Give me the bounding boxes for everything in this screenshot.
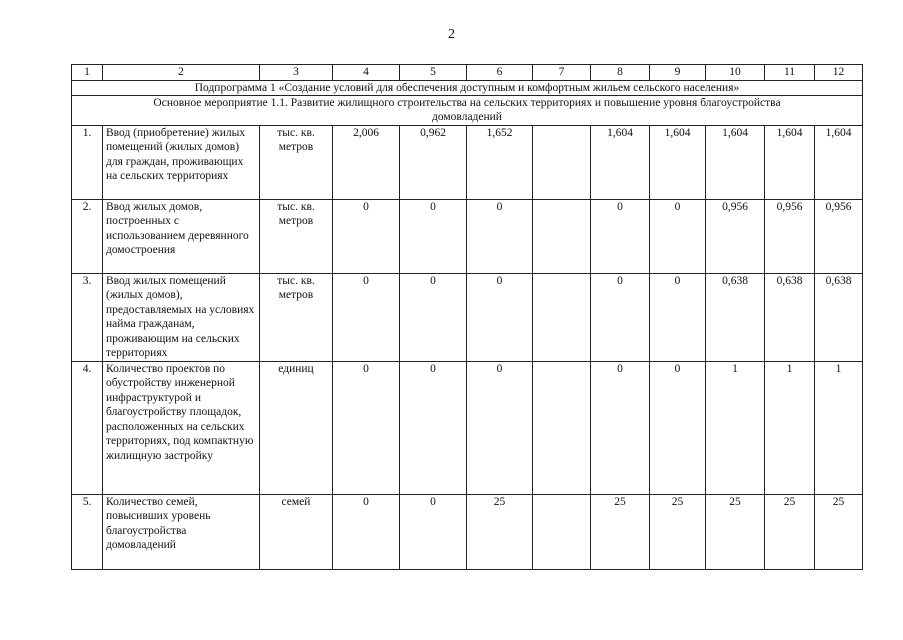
column-header: 6 [467, 65, 533, 81]
indicator-name: Количество проектов по обустройству инженерной инфраструктурой и благоустройству площадок, расположенных на сельских территориях, под компактную жилищную застройку [103, 361, 260, 494]
column-header: 7 [533, 65, 591, 81]
value-cell: 1,604 [765, 125, 815, 199]
main-activity-row [72, 95, 863, 125]
value-cell: 0,956 [706, 199, 765, 273]
value-cell: 0 [400, 199, 467, 273]
indicators-table [71, 64, 863, 570]
value-cell: 25 [650, 494, 706, 569]
unit-cell: тыс. кв. метров [260, 125, 333, 199]
value-cell: 0 [591, 273, 650, 361]
row-number: 2. [72, 199, 103, 273]
unit-cell: семей [260, 494, 333, 569]
value-cell: 0,638 [815, 273, 863, 361]
value-cell: 0 [333, 361, 400, 494]
value-cell: 1 [706, 361, 765, 494]
value-cell: 25 [706, 494, 765, 569]
column-header: 5 [400, 65, 467, 81]
row-number: 5. [72, 494, 103, 569]
indicator-name: Ввод жилых домов, построенных с использованием деревянного домостроения [103, 199, 260, 273]
value-cell: 0,962 [400, 125, 467, 199]
value-cell: 0 [333, 494, 400, 569]
column-header: 8 [591, 65, 650, 81]
value-cell: 0 [467, 361, 533, 494]
value-cell: 0 [333, 273, 400, 361]
table-row [72, 199, 863, 273]
table-row [72, 125, 863, 199]
table-row [72, 494, 863, 569]
value-cell: 0,638 [706, 273, 765, 361]
unit-cell: единиц [260, 361, 333, 494]
value-cell: 0,638 [765, 273, 815, 361]
column-header: 9 [650, 65, 706, 81]
value-cell: 0 [467, 273, 533, 361]
value-cell: 0 [400, 273, 467, 361]
table-row [72, 273, 863, 361]
indicator-name: Ввод жилых помещений (жилых домов), предоставляемых на условиях найма гражданам, проживающим на сельских территориях [103, 273, 260, 361]
value-cell [533, 125, 591, 199]
value-cell: 25 [591, 494, 650, 569]
column-header: 1 [72, 65, 103, 81]
value-cell: 0 [400, 361, 467, 494]
subprogram-title: Подпрограмма 1 «Создание условий для обеспечения доступным и комфортным жильем сельского населения» [72, 80, 863, 95]
column-header: 12 [815, 65, 863, 81]
row-number: 3. [72, 273, 103, 361]
table-row [72, 361, 863, 494]
value-cell: 1 [765, 361, 815, 494]
value-cell: 0 [650, 199, 706, 273]
column-header: 4 [333, 65, 400, 81]
value-cell: 1,604 [591, 125, 650, 199]
subprogram-row [72, 80, 863, 95]
value-cell: 1,604 [815, 125, 863, 199]
unit-cell: тыс. кв. метров [260, 199, 333, 273]
unit-cell: тыс. кв. метров [260, 273, 333, 361]
column-header: 10 [706, 65, 765, 81]
value-cell: 2,006 [333, 125, 400, 199]
row-number: 1. [72, 125, 103, 199]
indicator-name: Количество семей, повысивших уровень благоустройства домовладений [103, 494, 260, 569]
value-cell [533, 199, 591, 273]
value-cell: 0 [650, 361, 706, 494]
value-cell [533, 361, 591, 494]
main-activity-title: Основное мероприятие 1.1. Развитие жилищного строительства на сельских территориях и повышение уровня благоустройства домовладений [72, 95, 863, 125]
value-cell: 0 [650, 273, 706, 361]
column-header: 11 [765, 65, 815, 81]
value-cell [533, 273, 591, 361]
value-cell: 0,956 [765, 199, 815, 273]
value-cell [533, 494, 591, 569]
value-cell: 0 [467, 199, 533, 273]
value-cell: 25 [815, 494, 863, 569]
page-number: 2 [448, 27, 455, 42]
value-cell: 1 [815, 361, 863, 494]
value-cell: 0 [400, 494, 467, 569]
value-cell: 1,652 [467, 125, 533, 199]
row-number: 4. [72, 361, 103, 494]
column-header: 3 [260, 65, 333, 81]
value-cell: 25 [467, 494, 533, 569]
value-cell: 0,956 [815, 199, 863, 273]
indicator-name: Ввод (приобретение) жилых помещений (жилых домов) для граждан, проживающих на сельских территориях [103, 125, 260, 199]
value-cell: 0 [591, 199, 650, 273]
value-cell: 25 [765, 494, 815, 569]
value-cell: 1,604 [706, 125, 765, 199]
column-header: 2 [103, 65, 260, 81]
header-row [72, 65, 863, 81]
value-cell: 0 [333, 199, 400, 273]
value-cell: 1,604 [650, 125, 706, 199]
value-cell: 0 [591, 361, 650, 494]
